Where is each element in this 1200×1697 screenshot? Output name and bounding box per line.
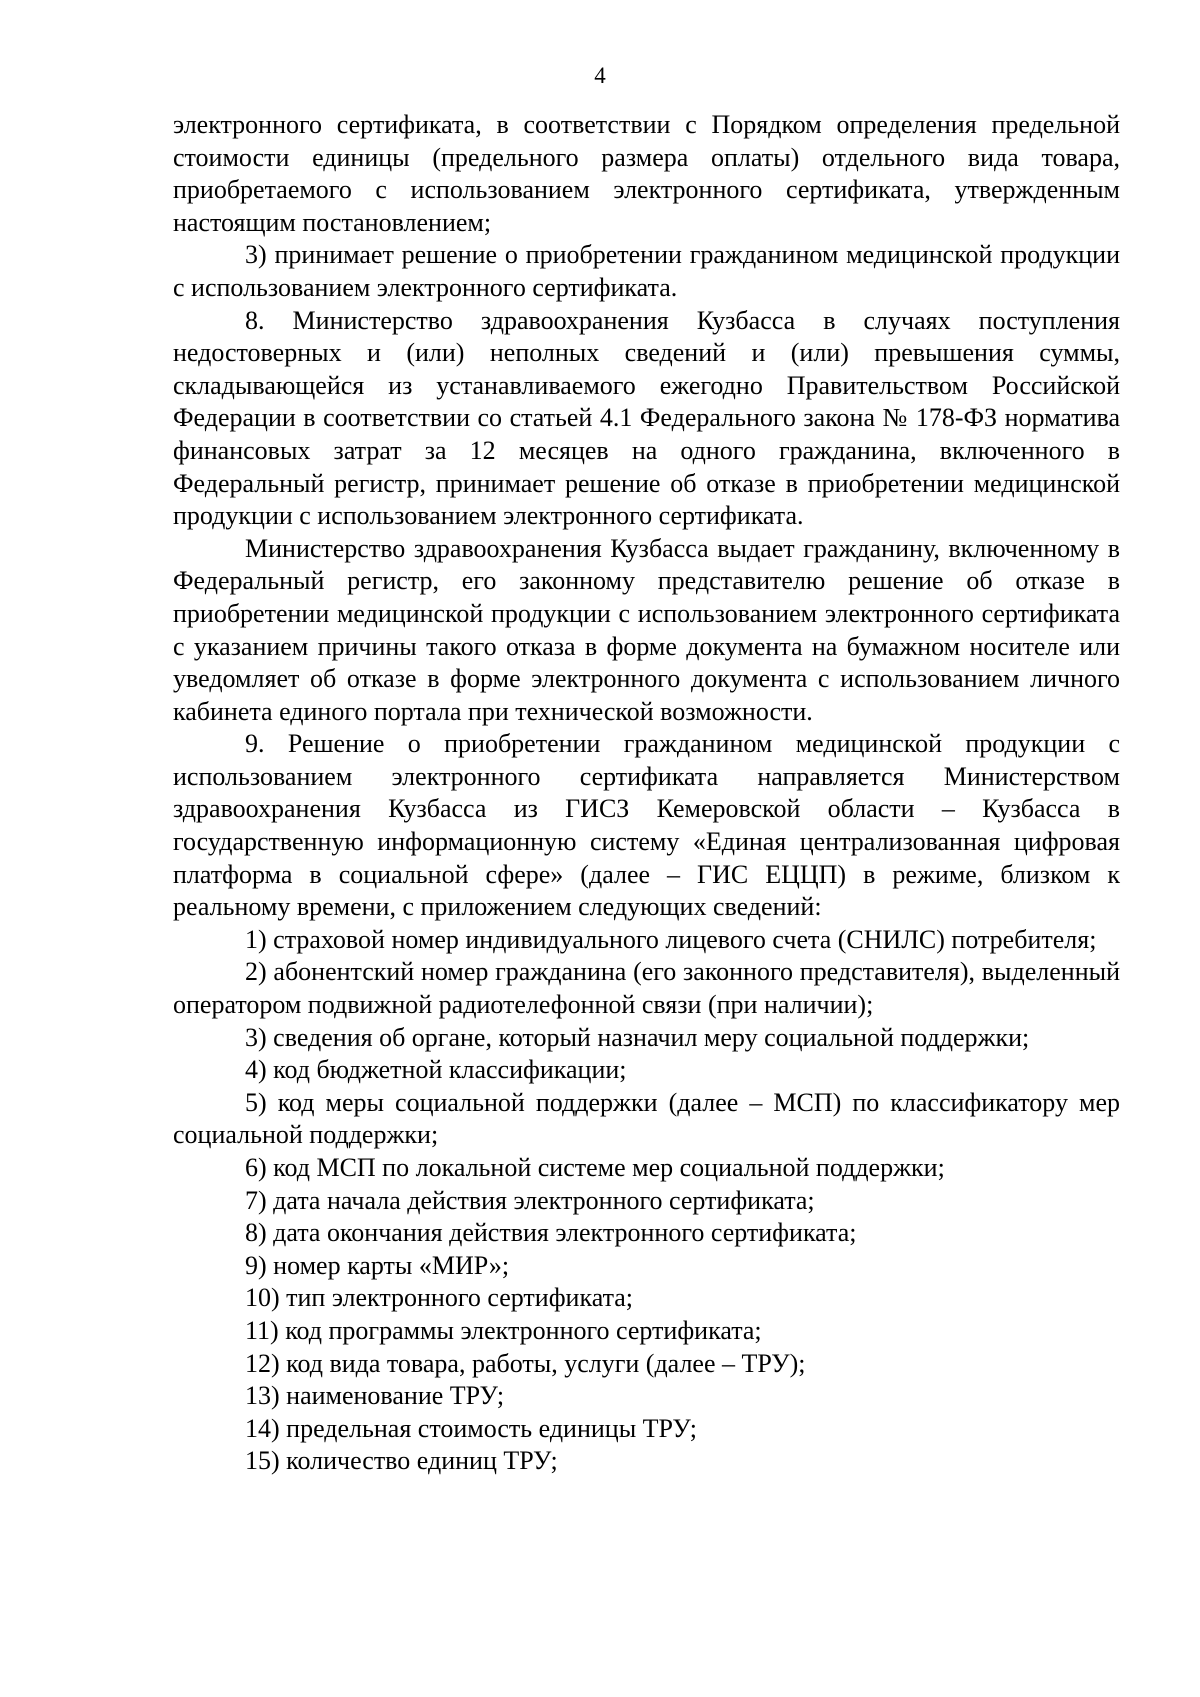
list-item-5: 5) код меры социальной поддержки (далее – МСП) по классификатору мер социальной поддержки; xyxy=(173,1087,1120,1150)
list-item-7: 7) дата начала действия электронного сертификата; xyxy=(245,1185,815,1215)
list-item-3: 3) сведения об органе, который назначил меру социальной поддержки; xyxy=(245,1022,1030,1052)
list-item-9: 9) номер карты «МИР»; xyxy=(245,1250,510,1280)
page-number: 4 xyxy=(594,63,606,88)
list-item-4: 4) код бюджетной классификации; xyxy=(245,1055,627,1085)
list-item-11: 11) код программы электронного сертификата; xyxy=(245,1315,762,1345)
list-item-10: 10) тип электронного сертификата; xyxy=(245,1283,634,1313)
list-item-12: 12) код вида товара, работы, услуги (далее – ТРУ); xyxy=(245,1348,806,1378)
list-item-2: 2) абонентский номер гражданина (его законного представителя), выделенный оператором подвижной радиотелефонной связи (при наличии); xyxy=(173,957,1120,1020)
list-item-13: 13) наименование ТРУ; xyxy=(245,1381,505,1411)
paragraph-clause-9: 9. Решение о приобретении гражданином медицинской продукции с использованием электронного сертификата направляется Министерством здравоохранения Кузбасса из ГИСЗ Кемеровской области – Кузбасса в государственную информационную систему «Единая централизованная цифровая платформа в социальной сфере» (далее – ГИС ЕЦЦП) в режиме, близком к реальному времени, с приложением следующих сведений: xyxy=(173,729,1120,922)
paragraph-item-3: 3) принимает решение о приобретении гражданином медицинской продукции с использованием электронного сертификата. xyxy=(173,240,1120,302)
paragraph-refusal-notice: Министерство здравоохранения Кузбасса выдает гражданину, включенному в Федеральный регистр, его законному представителю решение об отказе в приобретении медицинской продукции с использованием электронного сертификата с указанием причины такого отказа в форме документа на бумажном носителе или уведомляет об отказе в форме электронного документа с использованием личного кабинета единого портала при технической возможности. xyxy=(173,533,1120,726)
list-item-6: 6) код МСП по локальной системе мер социальной поддержки; xyxy=(245,1153,945,1182)
paragraph-continuation: электронного сертификата, в соответствии с Порядком определения предельной стоимости единицы (предельного размера оплаты) отдельного вида товара, приобретаемого с использованием электронного сертификата, утвержденным настоящим постановлением; xyxy=(173,110,1120,237)
document-body xyxy=(173,109,1120,1478)
list-item-8: 8) дата окончания действия электронного сертификата; xyxy=(245,1218,857,1248)
list-item-15: 15) количество единиц ТРУ; xyxy=(245,1446,558,1476)
list-item-1: 1) страховой номер индивидуального лицевого счета (СНИЛС) потребителя; xyxy=(245,924,1097,954)
paragraph-clause-8: 8. Министерство здравоохранения Кузбасса в случаях поступления недостоверных и (или) неполных сведений и (или) превышения суммы, складывающейся из устанавливаемого ежегодно Правительством Российской Федерации в соответствии со статьей 4.1 Федерального закона № 178-ФЗ норматива финансовых затрат за 12 месяцев на одного гражданина, включенного в Федеральный регистр, принимает решение об отказе в приобретении медицинской продукции с использованием электронного сертификата. xyxy=(173,305,1120,531)
list-item-14: 14) предельная стоимость единицы ТРУ; xyxy=(245,1413,698,1443)
